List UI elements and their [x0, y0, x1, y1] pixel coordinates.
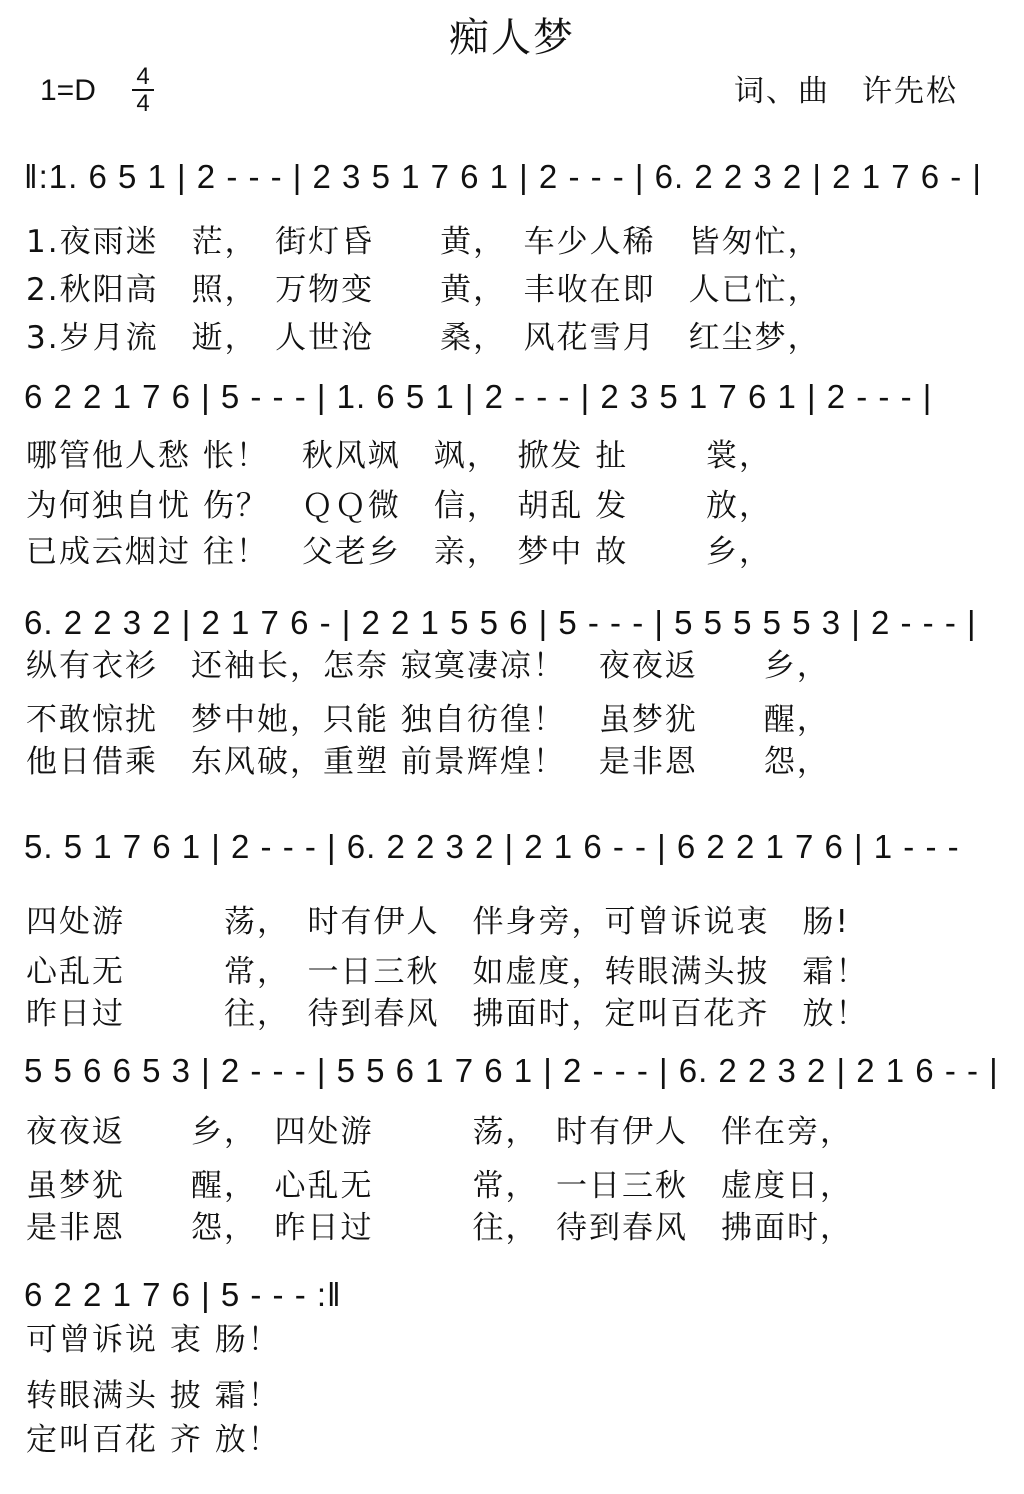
time-signature-bottom: 4 [132, 89, 154, 116]
notation-line: 6 2 2 1 7 6 | 5 - - - :‖ [24, 1276, 342, 1313]
lyric-verse-3: 已成云烟过 往！ 父老乡 亲， 梦中 故 乡， [26, 534, 773, 570]
notation-line: 5. 5 1 7 6 1 | 2 - - - | 6. 2 2 3 2 | 2 1 6 - - | 6 2 2 1 7 6 | 1 - - - [24, 828, 960, 865]
lyric-verse-2: 2.秋阳高 照， 万物变 黄， 丰收在即 人已忙， [26, 272, 821, 308]
lyric-verse-1: 夜夜返 乡， 四处游 荡， 时有伊人 伴在旁， [26, 1114, 853, 1150]
lyric-verse-2: 虽梦犹 醒， 心乱无 常， 一日三秋 虚度日， [26, 1168, 853, 1204]
lyric-verse-1: 纵有衣衫 还袖长，怎奈 寂寞凄凉！ 夜夜返 乡， [26, 648, 830, 684]
lyric-verse-1: 可曾诉说 衷 肠！ [26, 1322, 281, 1358]
lyricist-composer-credit: 词、曲 许先松 [734, 74, 958, 109]
time-signature [132, 64, 154, 116]
lyric-verse-2: 为何独自忧 伤？ ＱＱ微 信， 胡乱 发 放， [26, 488, 773, 524]
lyric-verse-3: 昨日过 往， 待到春风 拂面时，定叫百花齐 放！ [26, 996, 869, 1032]
notation-line: 5 5 6 6 5 3 | 2 - - - | 5 5 6 1 7 6 1 | 2 - - - | 6. 2 2 3 2 | 2 1 6 - - | [24, 1052, 999, 1089]
notation-line: 6 2 2 1 7 6 | 5 - - - | 1. 6 5 1 | 2 - - - | 2 3 5 1 7 6 1 | 2 - - - | [24, 378, 933, 415]
lyric-verse-2: 心乱无 常， 一日三秋 如虚度，转眼满头披 霜！ [26, 954, 869, 990]
notation-line: ‖:1. 6 5 1 | 2 - - - | 2 3 5 1 7 6 1 | 2 - - - | 6. 2 2 3 2 | 2 1 7 6 - | [24, 158, 982, 195]
lyric-verse-1: 1.夜雨迷 茫， 街灯昏 黄， 车少人稀 皆匆忙， [26, 224, 821, 260]
lyric-verse-1: 哪管他人愁 怅！ 秋风飒 飒， 掀发 扯 裳， [26, 438, 773, 474]
lyric-verse-3: 他日借乘 东风破，重塑 前景辉煌！ 是非恩 怨， [26, 744, 830, 780]
lyric-verse-2: 不敢惊扰 梦中她，只能 独自彷徨！ 虽梦犹 醒， [26, 702, 830, 738]
lyric-verse-3: 3.岁月流 逝， 人世沧 桑， 风花雪月 红尘梦， [26, 320, 821, 356]
lyric-verse-3: 定叫百花 齐 放！ [26, 1422, 281, 1458]
key-signature: 1=D [40, 74, 96, 107]
notation-line: 6. 2 2 3 2 | 2 1 7 6 - | 2 2 1 5 5 6 | 5 - - - | 5 5 5 5 5 3 | 2 - - - | [24, 604, 977, 641]
lyric-verse-1: 四处游 荡， 时有伊人 伴身旁，可曾诉说衷 肠! [26, 904, 850, 940]
lyric-verse-3: 是非恩 怨， 昨日过 往， 待到春风 拂面时， [26, 1210, 853, 1246]
time-signature-top: 4 [136, 63, 150, 90]
song-title: 痴人梦 [449, 15, 575, 61]
lyric-verse-2: 转眼满头 披 霜！ [26, 1378, 281, 1414]
